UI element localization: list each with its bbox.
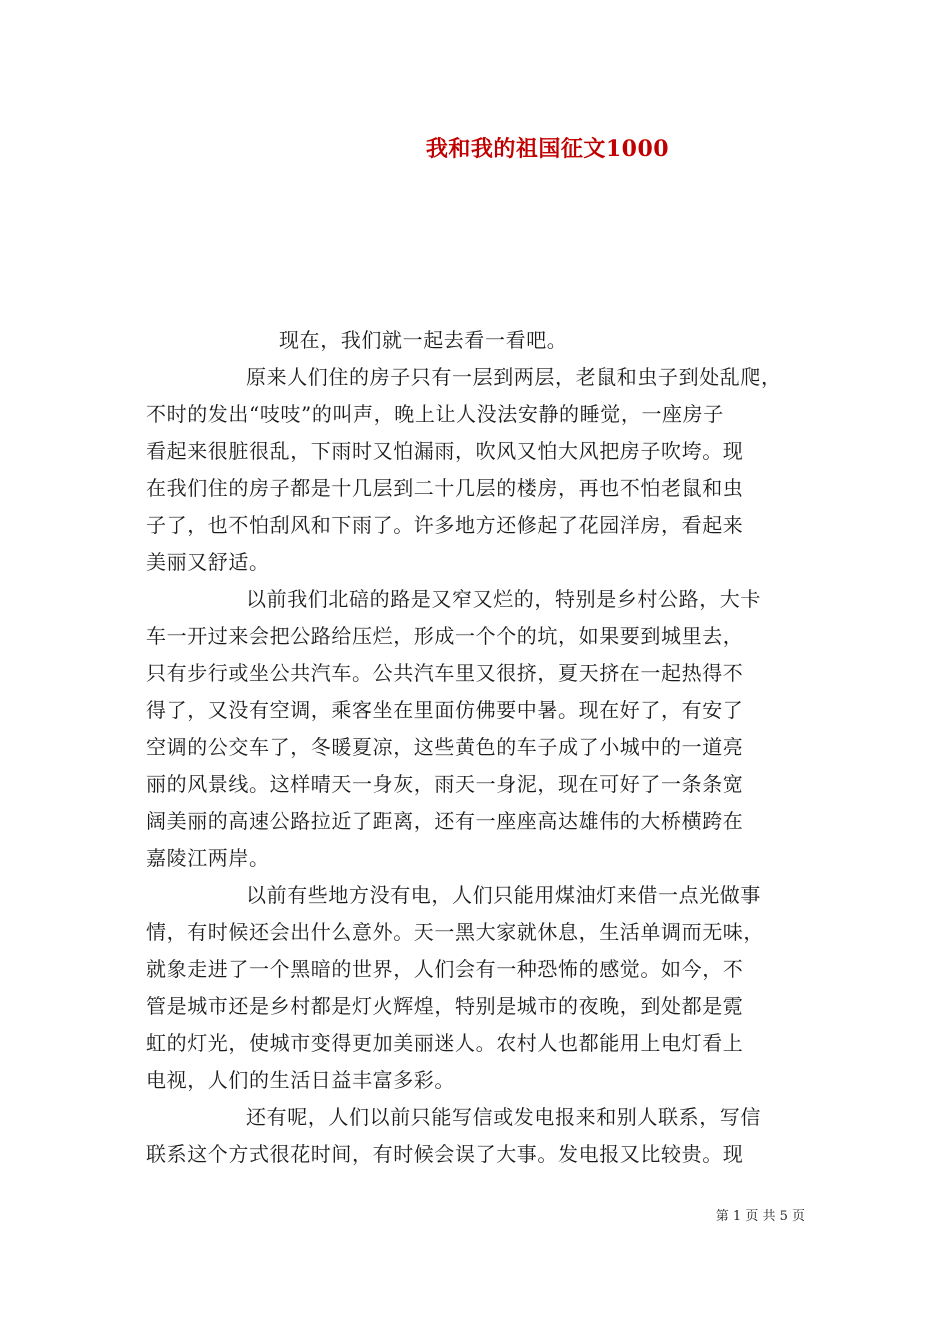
text-line: 得了，又没有空调，乘客坐在里面仿佛要中暑。现在好了，有安了 xyxy=(146,698,744,722)
text-line: 情，有时候还会出什么意外。天一黑大家就休息，生活单调而无味， xyxy=(146,920,764,944)
text-line: 阔美丽的高速公路拉近了距离，还有一座座高达雄伟的大桥横跨在 xyxy=(146,809,744,833)
document-body xyxy=(146,322,806,1173)
text-line: 不时的发出“吱吱”的叫声，晚上让人没法安静的睡觉，一座房子 xyxy=(146,402,724,426)
text-line: 电视，人们的生活日益丰富多彩。 xyxy=(146,1068,455,1092)
text-line: 管是城市还是乡村都是灯火辉煌，特别是城市的夜晚，到处都是霓 xyxy=(146,994,744,1018)
text-line: 在我们住的房子都是十几层到二十几层的楼房，再也不怕老鼠和虫 xyxy=(146,476,744,500)
text-line: 子了，也不怕刮风和下雨了。许多地方还修起了花园洋房，看起来 xyxy=(146,513,744,537)
text-line: 嘉陵江两岸。 xyxy=(146,846,270,870)
page-number-footer: 第 1 页 共 5 页 xyxy=(715,1209,805,1224)
document-title: 我和我的祖国征文1000 xyxy=(425,136,670,162)
text-line: 现在，我们就一起去看一看吧。 xyxy=(279,328,568,352)
text-line: 只有步行或坐公共汽车。公共汽车里又很挤，夏天挤在一起热得不 xyxy=(146,661,744,685)
text-line: 空调的公交车了，冬暖夏凉，这些黄色的车子成了小城中的一道亮 xyxy=(146,735,744,759)
text-line: 就象走进了一个黑暗的世界，人们会有一种恐怖的感觉。如今，不 xyxy=(146,957,744,981)
text-line: 丽的风景线。这样晴天一身灰，雨天一身泥，现在可好了一条条宽 xyxy=(146,772,744,796)
text-line: 原来人们住的房子只有一层到两层，老鼠和虫子到处乱爬， xyxy=(246,365,782,389)
text-line: 联系这个方式很花时间，有时候会误了大事。发电报又比较贵。现 xyxy=(146,1142,744,1166)
text-line: 以前我们北碚的路是又窄又烂的，特别是乡村公路，大卡 xyxy=(246,587,761,611)
text-line: 看起来很脏很乱，下雨时又怕漏雨，吹风又怕大风把房子吹垮。现 xyxy=(146,439,744,463)
text-line: 还有呢，人们以前只能写信或发电报来和别人联系，写信 xyxy=(246,1105,761,1129)
text-line: 以前有些地方没有电，人们只能用煤油灯来借一点光做事 xyxy=(246,883,761,907)
text-line: 美丽又舒适。 xyxy=(146,550,270,574)
text-line: 虹的灯光，使城市变得更加美丽迷人。农村人也都能用上电灯看上 xyxy=(146,1031,744,1055)
text-line: 车一开过来会把公路给压烂，形成一个个的坑，如果要到城里去， xyxy=(146,624,744,648)
